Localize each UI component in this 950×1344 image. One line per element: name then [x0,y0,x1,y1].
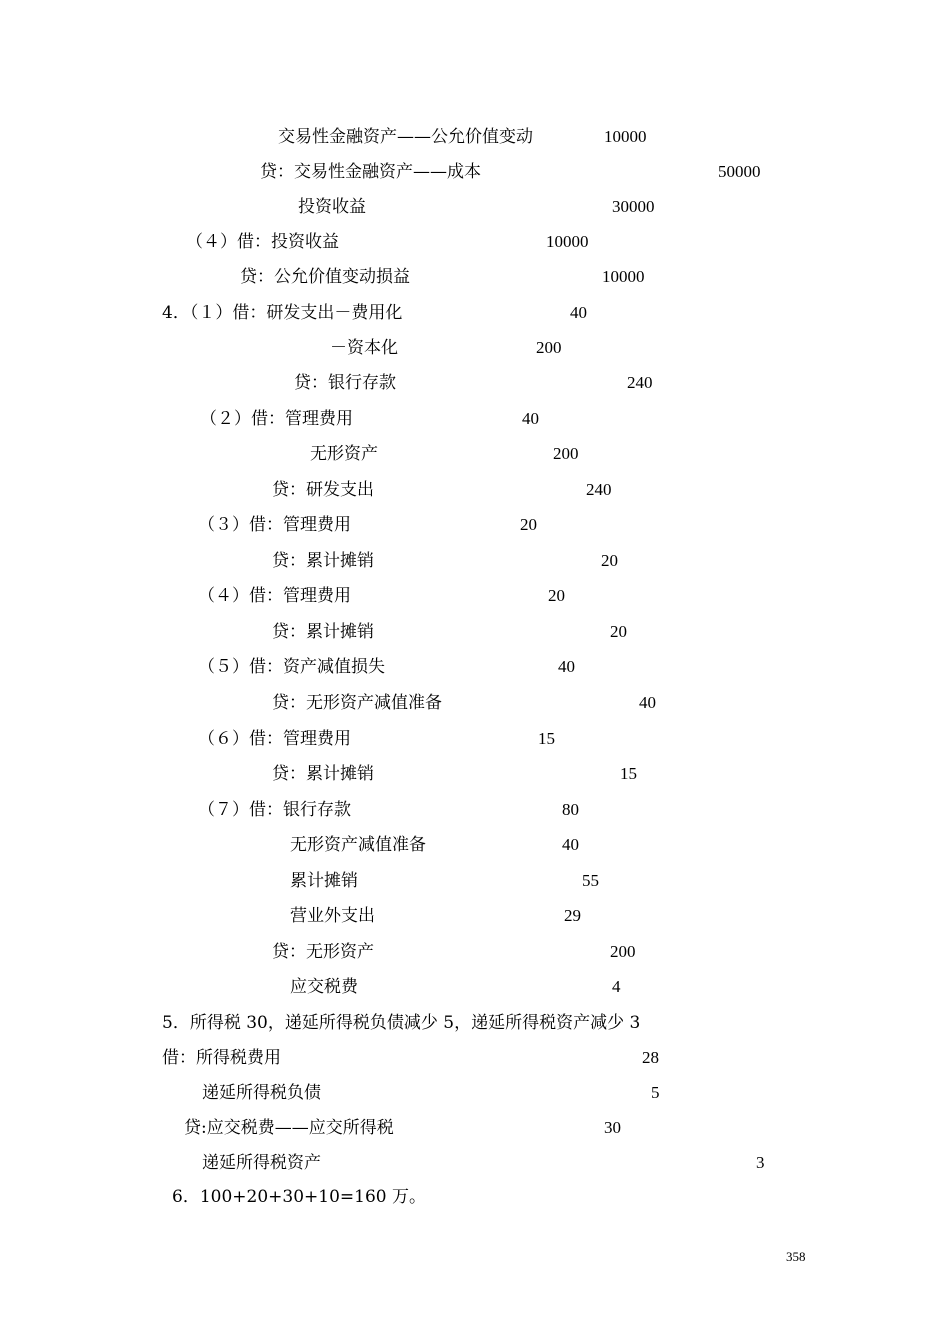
entry-amount: 40 [639,693,656,712]
entry-label: 贷：交易性金融资产——成本 [260,162,481,182]
entry-label: 6．100+20+30+10=160 万。 [172,1187,426,1207]
entry-label: 贷：累计摊销 [272,622,374,642]
entry-label: 借：所得税费用 [162,1048,281,1068]
entry-label: 无形资产减值准备 [290,835,426,855]
entry-amount: 50000 [718,162,761,181]
entry-label: 递延所得税负债 [202,1083,321,1103]
entry-label: 交易性金融资产——公允价值变动 [278,127,533,147]
entry-amount: 30 [604,1118,621,1137]
entry-amount: 40 [558,657,575,676]
entry-amount: 20 [601,551,618,570]
entry-amount: 10000 [602,267,645,286]
entry-amount: 20 [520,515,537,534]
entry-amount: 10000 [604,127,647,146]
entry-label: （６）借：管理费用 [198,729,351,749]
entry-label: 累计摊销 [290,871,358,891]
entry-amount: 10000 [546,232,589,251]
entry-amount: 200 [610,942,636,961]
entry-label: 贷：银行存款 [294,373,396,393]
entry-amount: 15 [538,729,555,748]
entry-amount: 40 [562,835,579,854]
entry-amount: 20 [548,586,565,605]
entry-label: 递延所得税资产 [202,1153,321,1173]
entry-label: 贷:应交税费——应交所得税 [184,1118,394,1138]
entry-label: （４）借：投资收益 [186,232,339,252]
entry-label: 贷：研发支出 [272,480,374,500]
entry-amount: 4 [612,977,621,996]
entry-amount: 5 [651,1083,660,1102]
entry-label: （４）借：管理费用 [198,586,351,606]
entry-amount: 200 [553,444,579,463]
entry-amount: 200 [536,338,562,357]
page-number: 358 [786,1249,806,1264]
entry-label: 投资收益 [298,197,366,217]
entry-label: 无形资产 [310,444,378,464]
entry-amount: 15 [620,764,637,783]
entry-amount: 3 [756,1153,765,1172]
entry-label: 贷：累计摊销 [272,764,374,784]
entry-amount: 29 [564,906,581,925]
entry-amount: 40 [522,409,539,428]
entry-amount: 20 [610,622,627,641]
entry-label: 5．所得税 30，递延所得税负债减少 5，递延所得税资产减少 3 [162,1013,641,1033]
entry-label: 贷：累计摊销 [272,551,374,571]
entry-label: （７）借：银行存款 [198,800,351,820]
entry-label: （２）借：管理费用 [200,409,353,429]
entry-label: 营业外支出 [290,906,375,926]
entry-label: 贷：无形资产 [272,942,374,962]
entry-amount: 30000 [612,197,655,216]
entry-amount: 240 [627,373,653,392]
entry-amount: 55 [582,871,599,890]
entry-label: （３）借：管理费用 [198,515,351,535]
entry-amount: 28 [642,1048,659,1067]
entry-label: －资本化 [330,338,398,358]
entry-label: 贷：公允价值变动损益 [240,267,410,287]
entry-label: （５）借：资产减值损失 [198,657,385,677]
entry-amount: 80 [562,800,579,819]
entry-label: 4．（１）借：研发支出－费用化 [162,303,403,323]
entry-label: 贷：无形资产减值准备 [272,693,442,713]
entry-label: 应交税费 [290,977,358,997]
entry-amount: 40 [570,303,587,322]
entry-amount: 240 [586,480,612,499]
